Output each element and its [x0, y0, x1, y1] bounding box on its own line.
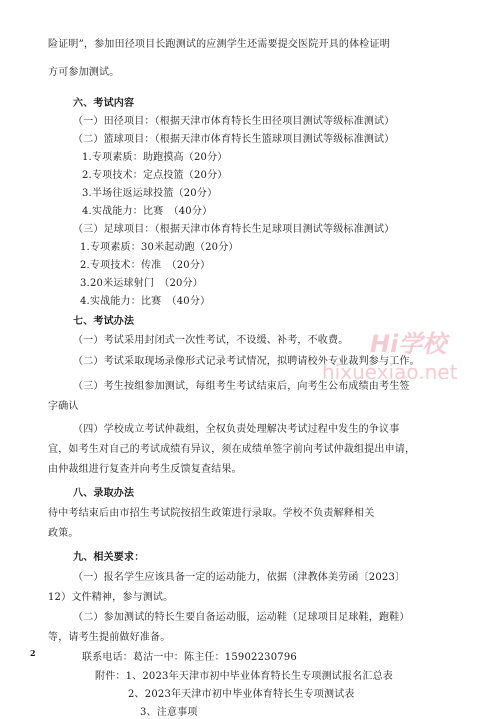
body-line: 宜，如考生对自己的考试成绩有异议，须在成绩单签字前向考试仲裁组提出申请， [48, 444, 416, 455]
body-line: 待中考结束后由市招生考试院按招生政策进行录取。学校不负责解释相关 [48, 508, 375, 519]
body-line: （一）考试采用封闭式一次性考试，不设缓、补考，不收费。 [73, 335, 349, 346]
body-line: （二）考试采取现场录像形式记录考试情况，拟聘请校外专业裁判参与工作。 [73, 356, 420, 367]
body-line: 12）文件精神，参与测试。 [48, 592, 174, 603]
body-line: 由仲裁组进行复查并向考生反馈复查结果。 [48, 464, 242, 475]
attachment-line: 3、注意事项 [140, 707, 198, 718]
body-line: （四）学校成立考试仲裁组，全权负责处理解决考试过程中发生的争议事 [73, 424, 400, 435]
sub-item: 4.实战能力：比赛 （40分） [82, 206, 213, 217]
body-line: 方可参加测试。 [48, 67, 120, 78]
body-line: 字确认 [48, 401, 79, 412]
sub-item: 2.专项技术：定点投篮（20分） [82, 170, 228, 181]
section-heading-exam-method: 七、考试办法 [73, 316, 135, 327]
body-line: 等，请考生提前做好准备。 [48, 632, 171, 643]
sub-item: 1.专项素质：30米起动跑（20分） [80, 242, 239, 253]
body-line: （二）参加测试的特长生要自备运动服，运动鞋（足球项目足球鞋，跑鞋） [73, 612, 410, 623]
body-line: 政策。 [48, 528, 79, 539]
item-football: （三）足球项目：（根据天津市体育特长生足球项目测试等级标准测试） [73, 224, 395, 235]
section-heading-exam-content: 六、考试内容 [73, 98, 135, 109]
body-line: （三）考生按组参加测试，每组考生考试结束后，向考生公布成绩由考生签 [73, 381, 410, 392]
section-heading-requirements: 九、相关要求： [73, 552, 145, 563]
sub-item: 4.实战能力：比赛 （40分） [80, 296, 211, 307]
attachment-line: 附件：1、2023年天津市初中毕业体育特长生专项测试报名汇总表 [95, 671, 394, 682]
item-basketball: （二）篮球项目：（根据天津市体育特长生篮球项目测试等级标准测试） [73, 134, 395, 145]
page-number: 2 [30, 648, 36, 658]
contact-phone: 联系电话：葛沽一中：陈主任：15902230796 [82, 652, 297, 663]
watermark-logo: Hi学校 [370, 330, 447, 358]
sub-item: 2.专项技术：传准 （20分） [80, 260, 211, 271]
attachment-line: 2、2023年天津市初中毕业体育特长生专项测试表 [128, 689, 355, 700]
sub-item: 3.半场往返运球投篮（20分） [82, 188, 218, 199]
item-track-field: （一）田径项目：（根据天津市体育特长生田径项目测试等级标准测试） [73, 116, 395, 127]
watermark-site: hixuexiao.net [322, 360, 458, 384]
body-line: （一）报名学生应该具备一定的运动能力，依据（津教体美劳函〔2023〕 [73, 572, 406, 583]
sub-item: 3.20米运球射门 （20分） [80, 278, 203, 289]
sub-item: 1.专项素质：助跑摸高（20分） [82, 152, 228, 163]
body-line-continuation: 险证明”，参加田径项目长跑测试的应测学生还需要提交医院开具的体检证明 [48, 39, 390, 50]
section-heading-admission: 八、录取办法 [73, 488, 135, 499]
